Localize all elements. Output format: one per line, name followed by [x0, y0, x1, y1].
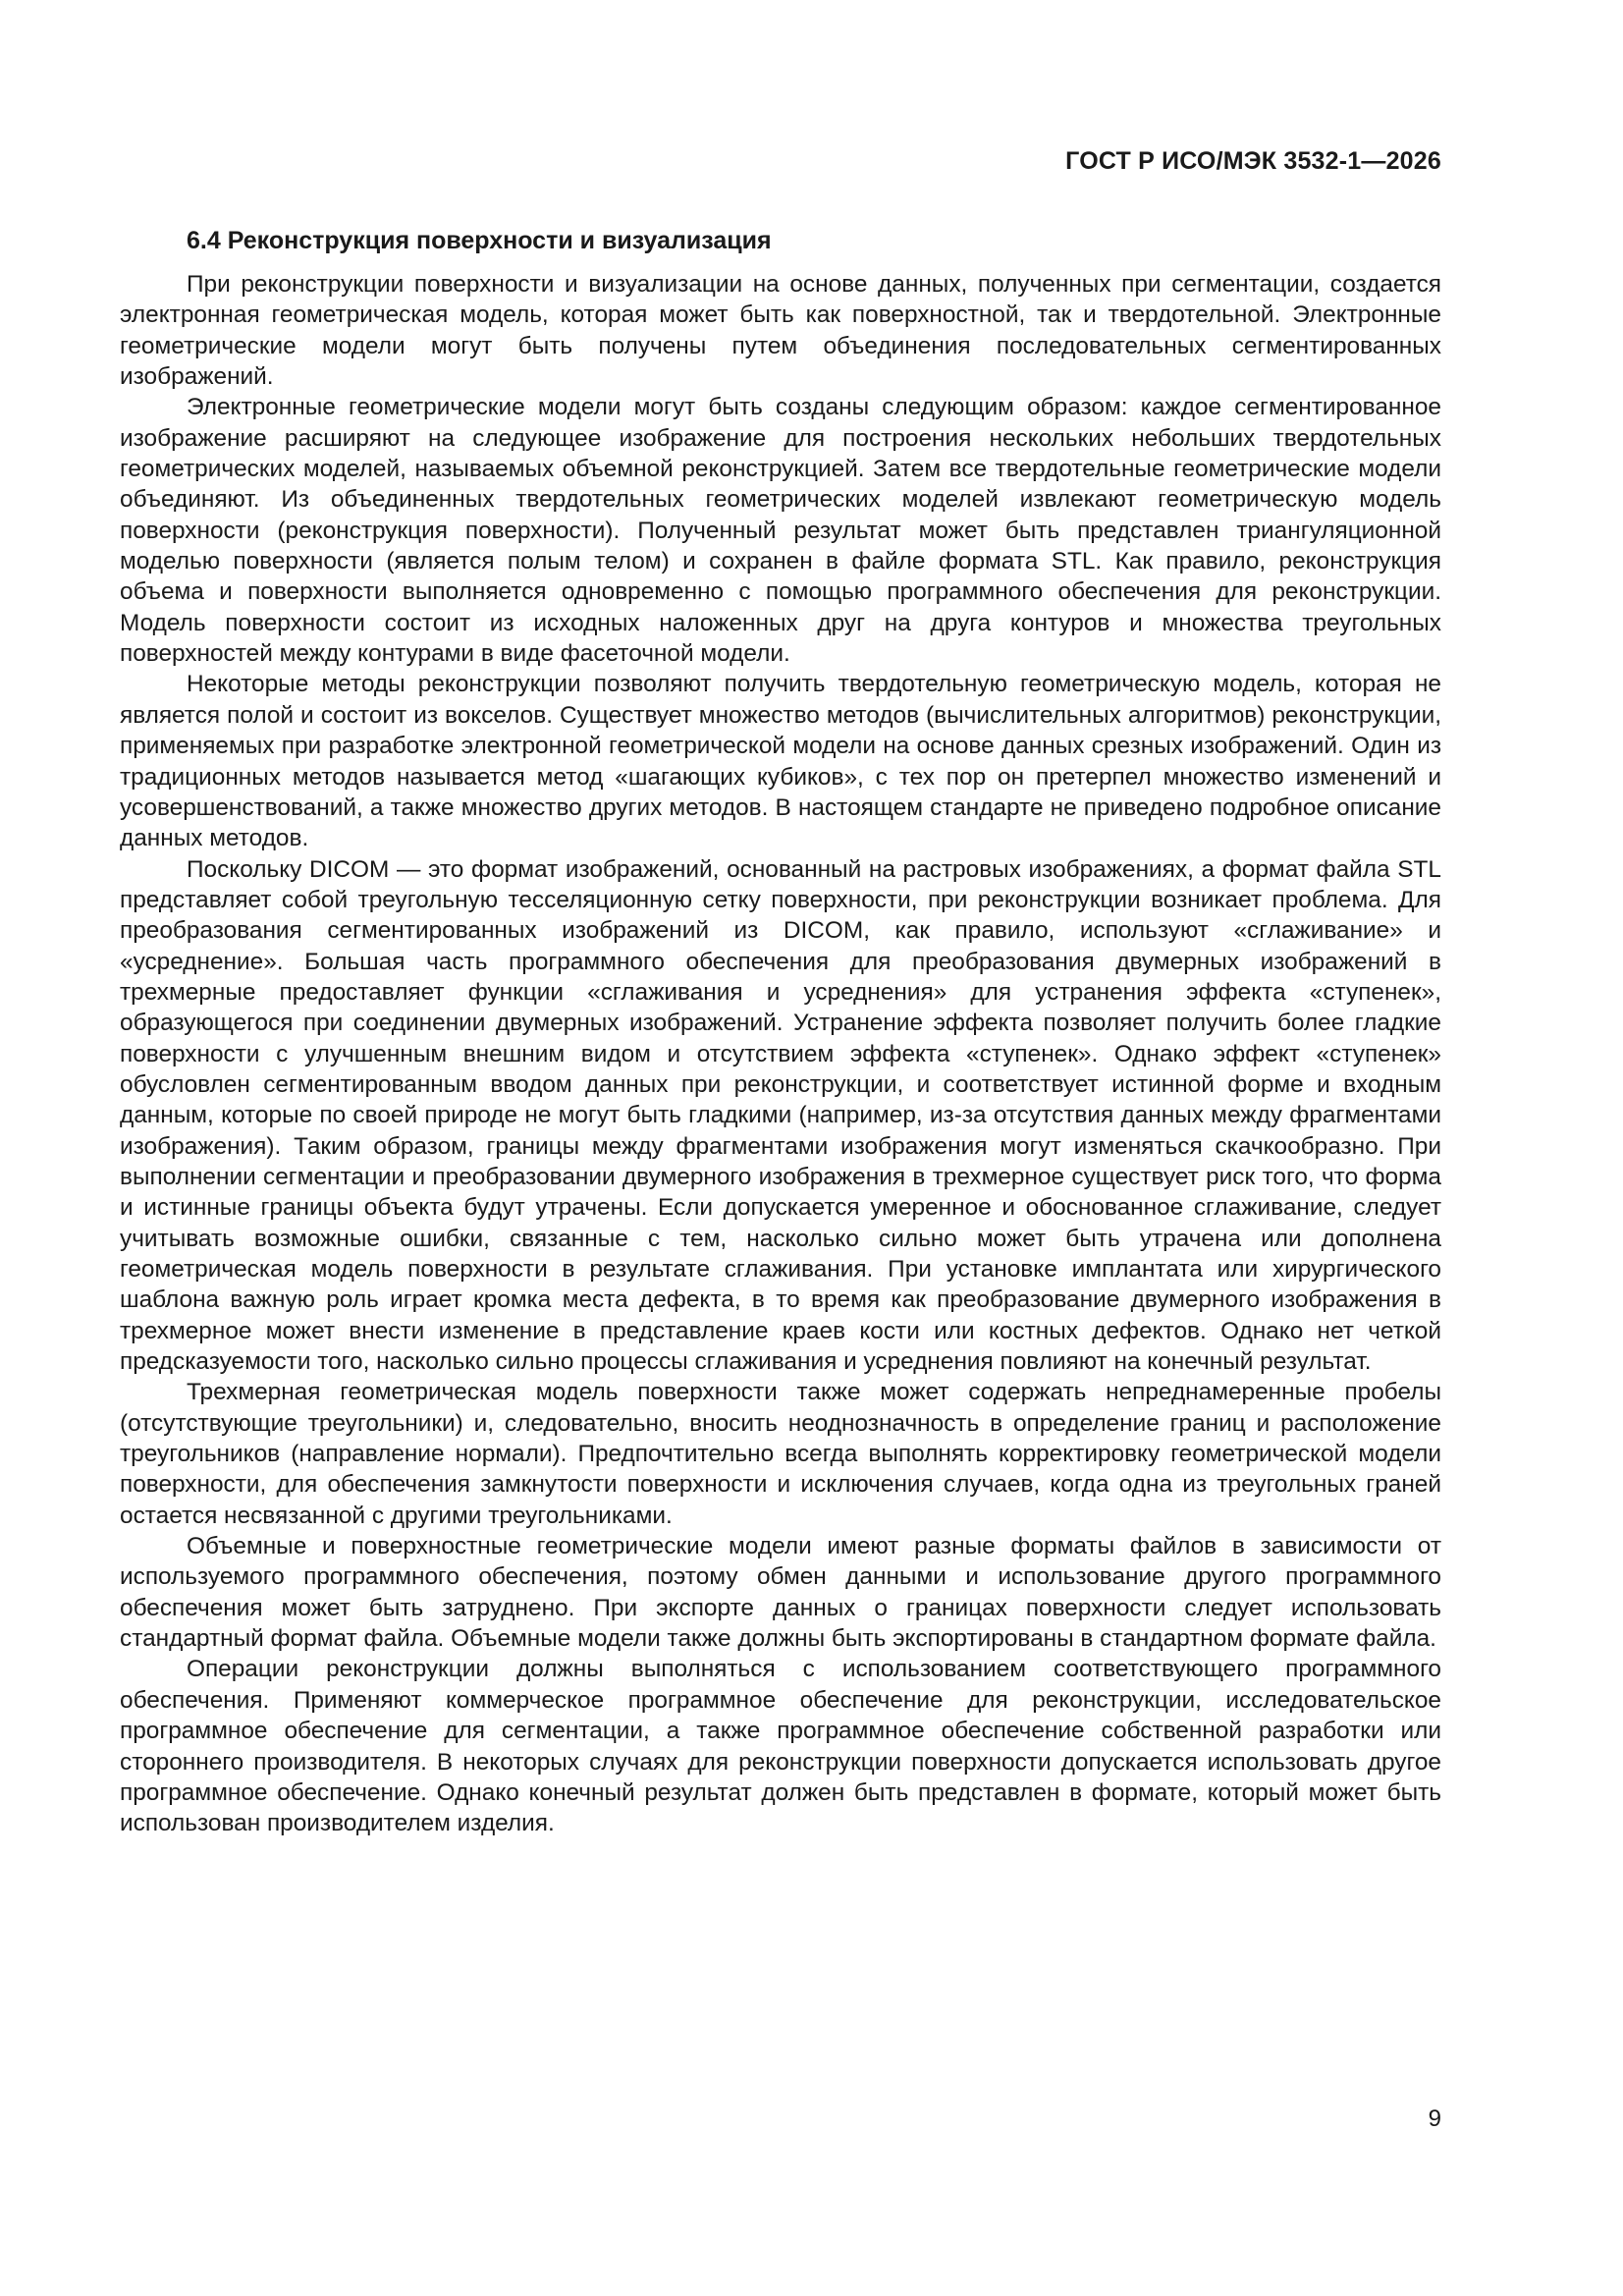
- paragraph-7: Операции реконструкции должны выполняться с использованием соответствующего программного обеспечения. Применяют коммерческое программное обеспечение для реконструкции, исследовательское программное обеспечение для сегментации, а также программное обеспечение собственной разработки или стороннего производителя. В некоторых случаях для реконструкции поверхности допускается использовать другое программное обеспечение. Однако конечный результат должен быть представлен в формате, который может быть использован производителем изделия.: [120, 1656, 1441, 1837]
- paragraph-1: При реконструкции поверхности и визуализации на основе данных, полученных при сегментации, создается электронная геометрическая модель, которая может быть как поверхностной, так и твердотельной. Электронные геометрические модели могут быть получены путем объединения последовательных сегментированных изображений.: [120, 271, 1441, 391]
- paragraph-2: Электронные геометрические модели могут быть созданы следующим образом: каждое сегментированное изображение расширяют на следующее изображение для построения нескольких небольших твердотельных геометрических моделей, называемых объемной реконструкцией. Затем все твердотельные геометрические модели объединяют. Из объединенных твердотельных геометрических моделей извлекают геометрическую модель поверхности (реконструкция поверхности). Полученный результат может быть представлен триангуляционной моделью поверхности (является полым телом) и сохранен в файле формата STL. Как правило, реконструкция объема и поверхности выполняется одновременно с помощью программного обеспечения для реконструкции. Модель поверхности состоит из исходных наложенных друг на друга контуров и множества треугольных поверхностей между контурами в виде фасеточной модели.: [120, 394, 1441, 668]
- paragraph-3: Некоторые методы реконструкции позволяют получить твердотельную геометрическую модель, которая не является полой и состоит из вокселов. Существует множество методов (вычислительных алгоритмов) реконструкции, применяемых при разработке электронной геометрической модели на основе данных срезных изображений. Один из традиционных методов называется метод «шагающих кубиков», с тех пор он претерпел множество изменений и усовершенствований, а также множество других методов. В настоящем стандарте не приведено подробное описание данных методов.: [120, 671, 1441, 852]
- page-content: [120, 224, 1441, 1839]
- section-heading: 6.4 Реконструкция поверхности и визуализация: [187, 227, 772, 254]
- paragraph-5: Трехмерная геометрическая модель поверхности также может содержать непреднамеренные пробелы (отсутствующие треугольники) и, следовательно, вносить неоднозначность в определение границ и расположение треугольников (направление нормали). Предпочтительно всегда выполнять корректировку геометрической модели поверхности, для обеспечения замкнутости поверхности и исключения случаев, когда одна из треугольных граней остается несвязанной с другими треугольниками.: [120, 1379, 1441, 1529]
- page-number: 9: [1428, 2105, 1441, 2132]
- paragraph-4: Поскольку DICOM — это формат изображений, основанный на растровых изображениях, а формат файла STL представляет собой треугольную тесселяционную сетку поверхности, при реконструкции возникает проблема. Для преобразования сегментированных изображений из DICOM, как правило, используют «сглаживание» и «усреднение». Большая часть программного обеспечения для преобразования двумерных изображений в трехмерные предоставляет функции «сглаживания и усреднения» для устранения эффекта «ступенек», образующегося при соединении двумерных изображений. Устранение эффекта позволяет получить более гладкие поверхности с улучшенным внешним видом и отсутствием эффекта «ступенек». Однако эффект «ступенек» обусловлен сегментированным вводом данных при реконструкции, и соответствует истинной форме и входным данным, которые по своей природе не могут быть гладкими (например, из-за отсутствия данных между фрагментами изображения). Таким образом, границы между фрагментами изображения могут изменяться скачкообразно. При выполнении сегментации и преобразовании двумерного изображения в трехмерное существует риск того, что форма и истинные границы объекта будут утрачены. Если допускается умеренное и обоснованное сглаживание, следует учитывать возможные ошибки, связанные с тем, насколько сильно может быть утрачена или дополнена геометрическая модель поверхности в результате сглаживания. При установке имплантата или хирургического шаблона важную роль играет кромка места дефекта, в то время как преобразование двумерного изображения в трехмерное может внести изменение в представление краев кости или костных дефектов. Однако нет четкой предсказуемости того, насколько сильно процессы сглаживания и усреднения повлияют на конечный результат.: [120, 855, 1441, 1376]
- paragraph-6: Объемные и поверхностные геометрические модели имеют разные форматы файлов в зависимости от используемого программного обеспечения, поэтому обмен данными и использование другого программного обеспечения может быть затруднено. При экспорте данных о границах поверхности следует использовать стандартный формат файла. Объемные модели также должны быть экспортированы в стандартном формате файла.: [120, 1533, 1441, 1653]
- standard-designation: ГОСТ Р ИСО/МЭК 3532-1—2026: [1065, 147, 1441, 175]
